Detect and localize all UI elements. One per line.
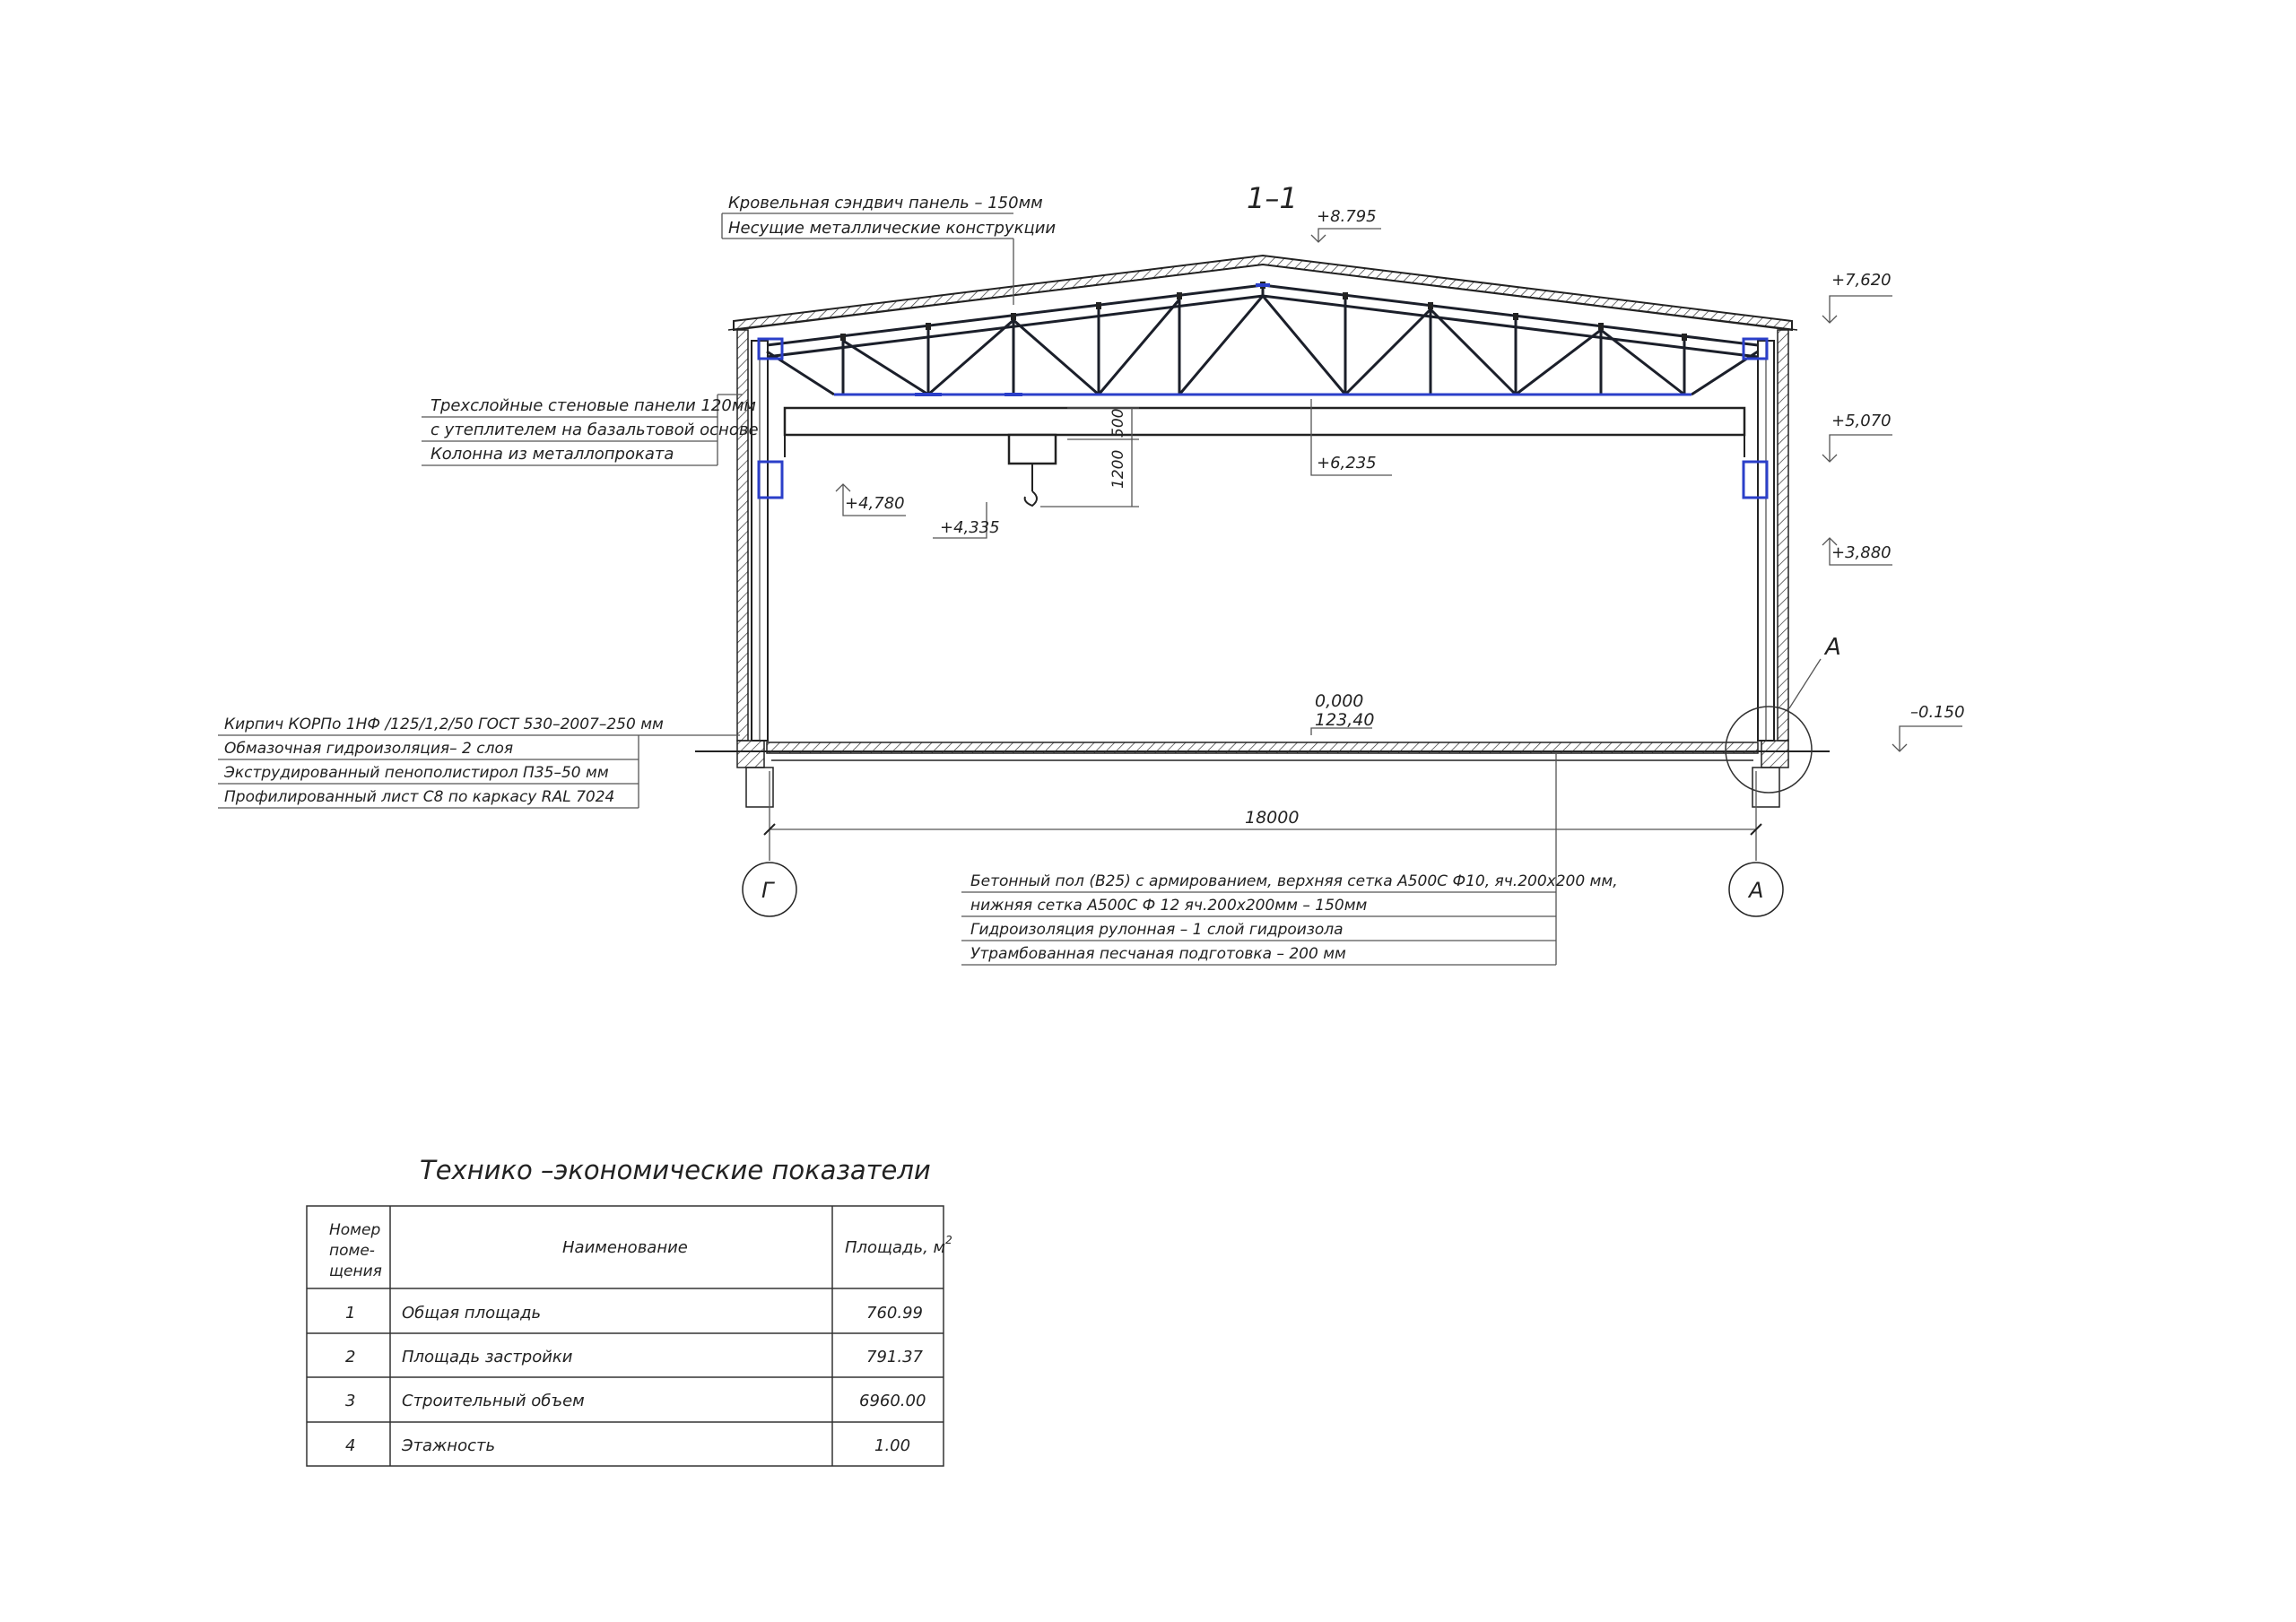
foundation-layer-4: Профилированный лист С8 по каркасу RAL 7024	[224, 788, 615, 806]
section-title: 1–1	[1247, 181, 1298, 215]
overhead-crane	[785, 408, 1744, 506]
table-row-1-name: Общая площадь	[402, 1304, 542, 1323]
crane-gap-label: 500	[1109, 408, 1127, 438]
table-row-4-num: 4	[345, 1436, 356, 1455]
wall-layer-2: с утеплителем на базальтовой основе	[430, 421, 759, 439]
wall-layer-1: Трехслойные стеновые панели 120мм	[430, 396, 756, 415]
wall-layer-3: Колонна из металлопроката	[430, 445, 674, 464]
detail-callout-label: А	[1825, 634, 1841, 661]
table-row-1-num: 1	[345, 1304, 356, 1323]
table-row-2-num: 2	[345, 1348, 356, 1366]
level-floor-absolute: 123,40	[1315, 710, 1375, 730]
floor-layer-2: нижняя сетка А500С Ф 12 яч.200х200мм – 150мм	[970, 897, 1368, 915]
table-row-3-num: 3	[345, 1392, 356, 1410]
floor-slab	[695, 741, 1830, 807]
left-wall	[737, 330, 782, 741]
roof-layer-1: Кровельная сэндвич панель – 150мм	[728, 194, 1043, 213]
right-wall	[1744, 330, 1788, 741]
table-row-1-value: 760.99	[866, 1304, 923, 1323]
floor-layer-4: Утрамбованная песчаная подготовка – 200 мм	[970, 945, 1346, 963]
header-num-line-1: Номер	[329, 1221, 381, 1239]
foundation-layer-2: Обмазочная гидроизоляция– 2 слоя	[224, 740, 514, 758]
header-num-line-3: щения	[329, 1262, 382, 1280]
span-dimension-label: 18000	[1245, 808, 1300, 828]
floor-layer-1: Бетонный пол (В25) с армированием, верхняя сетка А500С Ф10, яч.200х200 мм,	[970, 872, 1618, 890]
roof-layer-2: Несущие металлические конструкции	[728, 219, 1057, 238]
level-crane-beam: +4,780	[845, 494, 905, 513]
level-marker-lines	[836, 229, 1962, 751]
level-ground: –0.150	[1910, 703, 1965, 722]
header-num-line-2: поме-	[329, 1242, 375, 1260]
table-row-2-value: 791.37	[866, 1348, 923, 1366]
table-row-4-name: Этажность	[402, 1436, 496, 1455]
foundation-layer-3: Экструдированный пенополистирол П35–50 мм	[224, 764, 609, 782]
level-truss-bottom: +6,235	[1317, 454, 1377, 473]
header-name: Наименование	[562, 1238, 688, 1257]
level-bracket: +3,880	[1831, 543, 1892, 562]
floor-layer-3: Гидроизоляция рулонная – 1 слой гидроизола	[970, 921, 1344, 939]
foundation-layer-1: Кирпич КОРПо 1НФ /125/1,2/50 ГОСТ 530–2007–250 мм	[224, 716, 664, 733]
crane-height-label: 1200	[1109, 449, 1127, 489]
header-area: Площадь, $м^2$	[845, 1234, 952, 1257]
axis-label-left: Г	[761, 878, 774, 903]
table-row-3-name: Строительный объем	[402, 1392, 585, 1410]
level-eave: +7,620	[1831, 271, 1892, 290]
table-row-4-value: 1.00	[874, 1436, 911, 1455]
level-ridge: +8.795	[1317, 207, 1377, 226]
table-row-3-value: 6960.00	[859, 1392, 926, 1410]
level-crane-rail: +5,070	[1831, 412, 1892, 430]
level-floor: 0,000	[1315, 691, 1364, 711]
level-hook: +4,335	[940, 518, 1000, 537]
axis-label-right: А	[1749, 878, 1764, 903]
table-title: Технико –экономические показатели	[420, 1155, 931, 1185]
header-area-sup: 2	[945, 1234, 952, 1246]
table-row-2-name: Площадь застройки	[402, 1348, 573, 1366]
